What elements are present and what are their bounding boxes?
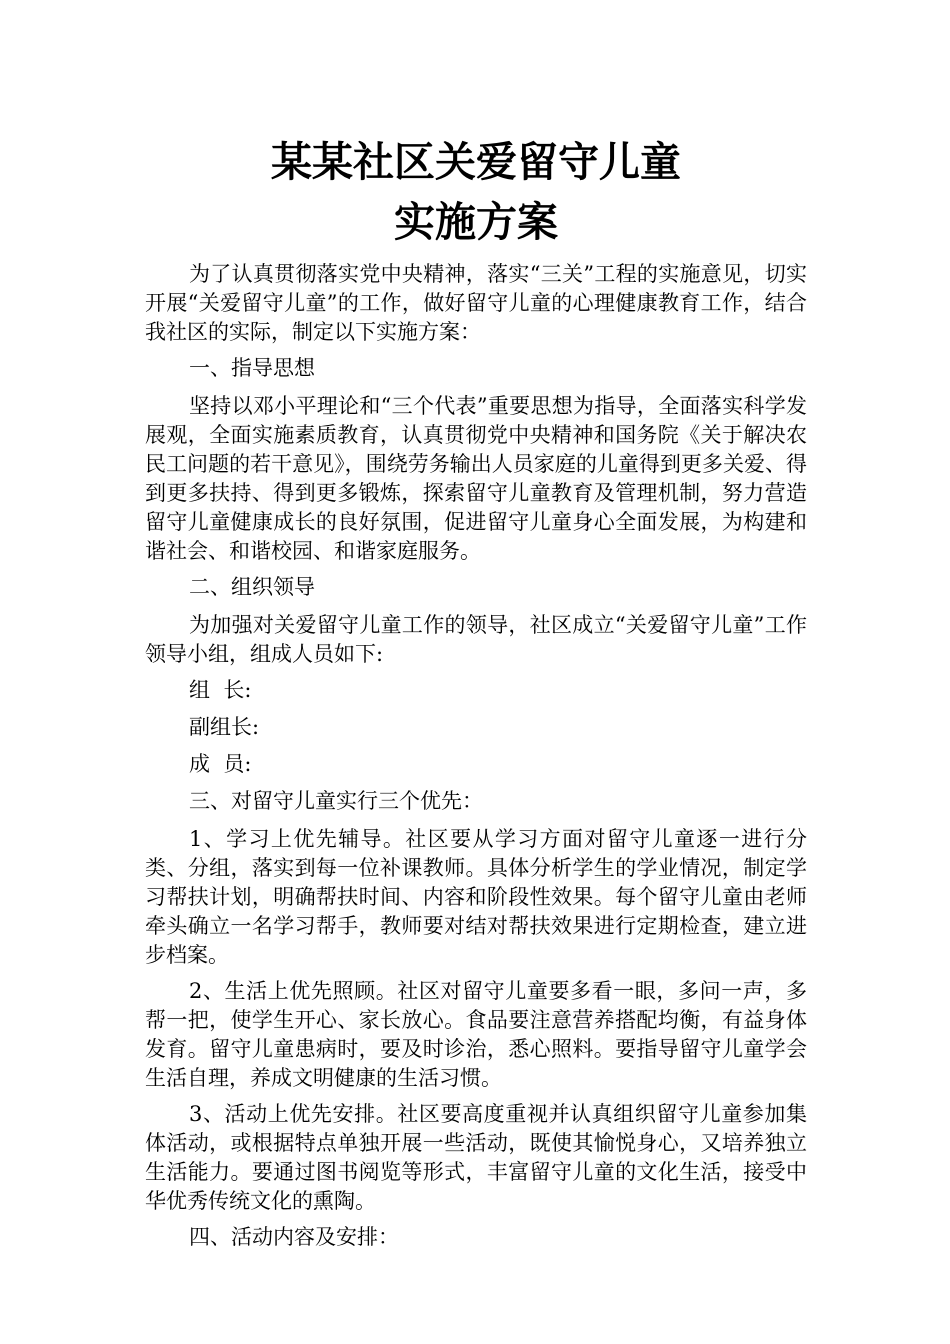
document-title-line2: 实施方案 [394, 198, 558, 246]
section-heading-organization: 二、组织领导 [189, 575, 315, 599]
members-line: 成 员: [189, 752, 252, 776]
document-title-line1: 某某社区关爱留守儿童 [271, 138, 681, 186]
organization-paragraph: 为加强对关爱留守儿童工作的领导，社区成立“关爱留守儿童”工作领导小组，组成人员如下: [145, 613, 807, 666]
section-heading-three-priorities: 三、对留守儿童实行三个优先： [189, 789, 483, 813]
section-heading-guiding-ideology: 一、指导思想 [189, 356, 315, 380]
priority-item-life: 2、生活上优先照顾。社区对留守儿童要多看一眼，多问一声，多帮一把，使学生开心、家长放心。食品要注意营养搭配均衡，有益身体发育。留守儿童患病时，要及时诊治，悉心照料。要指导留守儿童学会生活自理，养成文明健康的生活习惯。 [145, 979, 807, 1090]
section-heading-activity-content: 四、活动内容及安排： [189, 1225, 399, 1249]
deputy-leader-line: 副组长: [189, 715, 260, 739]
intro-paragraph: 为了认真贯彻落实党中央精神，落实“三关”工程的实施意见，切实开展“关爱留守儿童”的工作，做好留守儿童的心理健康教育工作，结合我社区的实际，制定以下实施方案： [145, 262, 807, 344]
document-page [145, 132, 807, 1261]
leader-line: 组 长: [189, 678, 252, 702]
priority-item-study: 1、学习上优先辅导。社区要从学习方面对留守儿童逐一进行分类、分组，落实到每一位补课教师。具体分析学生的学业情况，制定学习帮扶计划，明确帮扶时间、内容和阶段性效果。每个留守儿童由老师牵头确立一名学习帮手，教师要对结对帮扶效果进行定期检查，建立进步档案。 [145, 827, 807, 967]
priority-item-activities: 3、活动上优先安排。社区要高度重视并认真组织留守儿童参加集体活动，或根据特点单独开展一些活动，既使其愉悦身心，又培养独立生活能力。要通过图书阅览等形式，丰富留守儿童的文化生活，接受中华优秀传统文化的熏陶。 [145, 1102, 807, 1213]
guiding-ideology-paragraph: 坚持以邓小平理论和“三个代表”重要思想为指导，全面落实科学发展观，全面实施素质教育，认真贯彻党中央精神和国务院《关于解决农民工问题的若干意见》，围绕劳务输出人员家庭的儿童得到更多关爱、得到更多扶持、得到更多锻炼，探索留守儿童教育及管理机制，努力营造留守儿童健康成长的良好氛围，促进留守儿童身心全面发展，为构建和谐社会、和谐校园、和谐家庭服务。 [145, 394, 807, 563]
